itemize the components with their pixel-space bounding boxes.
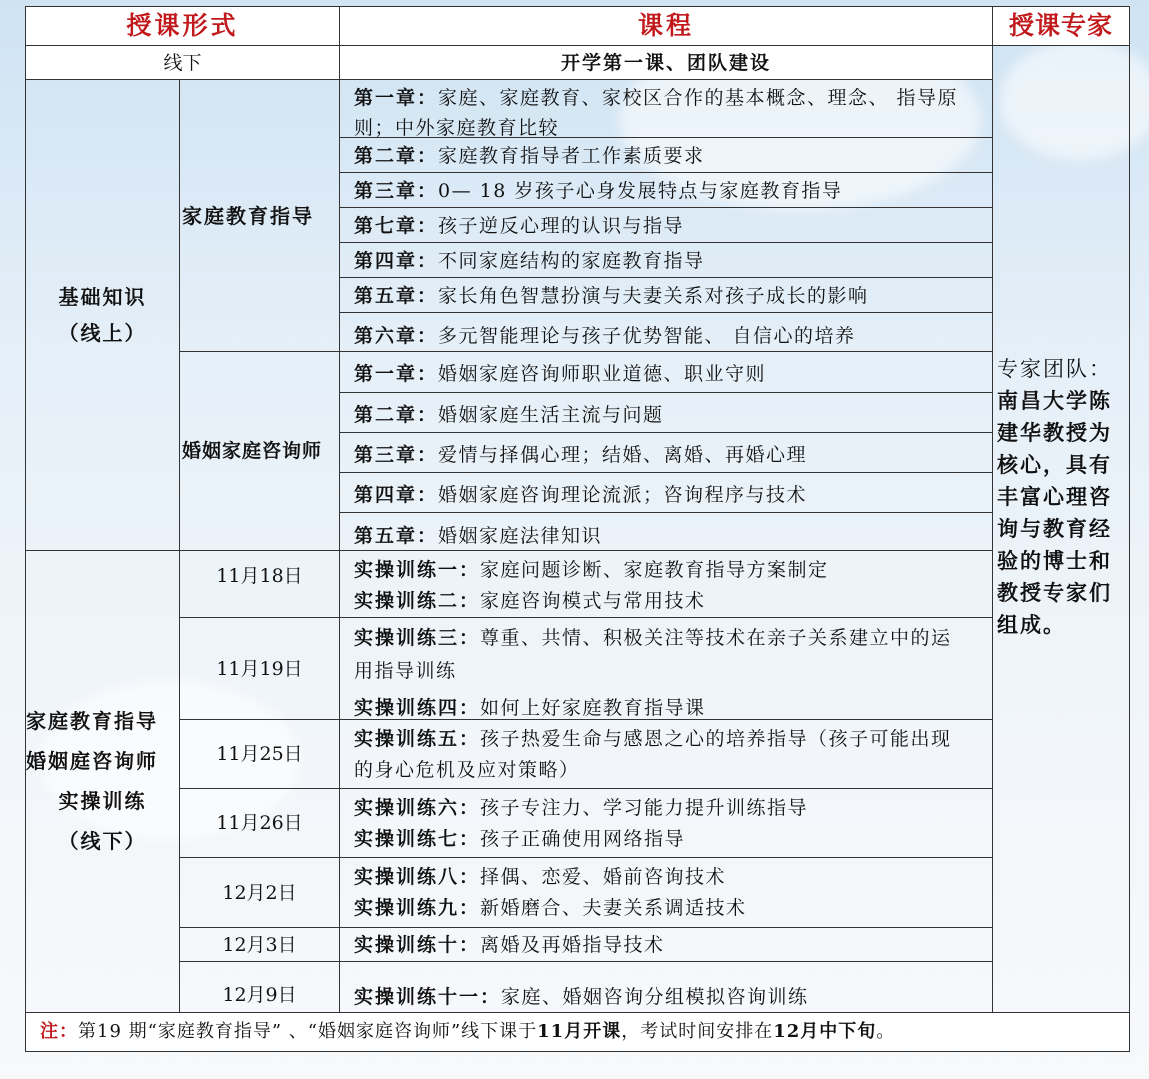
date-cell: 12月2日	[179, 857, 340, 928]
expert-title: 专家团队：	[997, 357, 1112, 381]
date-cell: 11月18日	[179, 550, 340, 618]
course-row: 第五章：婚姻家庭法律知识	[339, 512, 993, 551]
date-cell: 11月25日	[179, 719, 340, 789]
date-cell: 11月19日	[179, 617, 340, 720]
header-expert: 授课专家	[992, 6, 1130, 46]
date-cell: 12月3日	[179, 927, 340, 962]
course-row: 第二章：家庭教育指导者工作素质要求	[339, 137, 993, 173]
note-label: 注：	[40, 1021, 78, 1042]
course-row: 第一章：婚姻家庭咨询师职业道德、职业守则	[339, 351, 993, 393]
intro-format: 线下	[25, 45, 340, 80]
course-row: 第一章：家庭、家庭教育、家校区合作的基本概念、理念、 指导原则；中外家庭教育比较	[339, 79, 993, 138]
category-basic: 基础知识 （线上）	[25, 79, 180, 551]
header-course: 课程	[339, 6, 993, 46]
practice-row: 实操训练一：家庭问题诊断、家庭教育指导方案制定 实操训练二：家庭咨询模式与常用技术	[339, 550, 993, 618]
course-row: 第七章：孩子逆反心理的认识与指导	[339, 207, 993, 243]
category-practice: 家庭教育指导 婚姻庭咨询师 实操训练 （线下）	[25, 550, 180, 1013]
group-marriage-counselor: 婚姻家庭咨询师	[179, 351, 340, 551]
practice-row: 实操训练十：离婚及再婚指导技术	[339, 927, 993, 962]
date-cell: 12月9日	[179, 961, 340, 1013]
course-row: 第四章：不同家庭结构的家庭教育指导	[339, 242, 993, 278]
course-row: 第六章：多元智能理论与孩子优势智能、 自信心的培养	[339, 312, 993, 352]
intro-course: 开学第一课、团队建设	[339, 45, 993, 80]
course-row: 第五章：家长角色智慧扮演与夫妻关系对孩子成长的影响	[339, 277, 993, 313]
date-cell: 11月26日	[179, 788, 340, 858]
course-row: 第四章：婚姻家庭咨询理论流派；咨询程序与技术	[339, 472, 993, 513]
course-row: 第三章：爱情与择偶心理；结婚、离婚、再婚心理	[339, 432, 993, 473]
practice-row: 实操训练六：孩子专注力、学习能力提升训练指导 实操训练七：孩子正确使用网络指导	[339, 788, 993, 858]
practice-row: 实操训练三：尊重、共情、积极关注等技术在亲子关系建立中的运用指导训练 实操训练四：如何上好家庭教育指导课	[339, 617, 993, 720]
course-row: 第二章：婚姻家庭生活主流与问题	[339, 392, 993, 433]
header-format: 授课形式	[25, 6, 340, 46]
expert-cell	[992, 45, 1130, 1013]
practice-row: 实操训练十一：家庭、婚姻咨询分组模拟咨询训练	[339, 961, 993, 1013]
group-family-education: 家庭教育指导	[179, 79, 340, 352]
course-row: 第三章：0— 18 岁孩子心身发展特点与家庭教育指导	[339, 172, 993, 208]
expert-detail: 南昌大学陈建华教授为核心，具有丰富心理咨询与教育经验的博士和教授专家们组成。	[997, 388, 1112, 637]
practice-row: 实操训练五：孩子热爱生命与感恩之心的培养指导（孩子可能出现的身心危机及应对策略）	[339, 719, 993, 789]
practice-row: 实操训练八：择偶、恋爱、婚前咨询技术 实操训练九：新婚磨合、夫妻关系调适技术	[339, 857, 993, 928]
note-row: 注：第19 期“家庭教育指导” 、“婚姻家庭咨询师”线下课于11月开课，考试时间安排在12月中下旬。	[25, 1012, 1130, 1052]
